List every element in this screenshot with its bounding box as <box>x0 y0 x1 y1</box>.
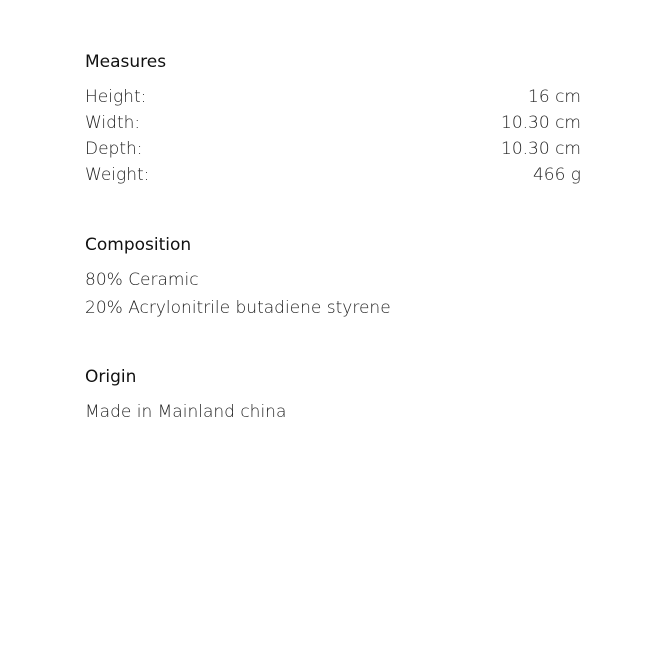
origin-section <box>85 365 581 426</box>
measure-value: 10.30 cm <box>501 113 581 133</box>
measure-label: Width: <box>85 113 141 133</box>
product-details <box>85 50 581 426</box>
composition-title: Composition <box>85 235 192 255</box>
measures-title: Measures <box>85 52 167 72</box>
measure-row-width <box>85 110 581 136</box>
measure-value: 10.30 cm <box>501 139 581 159</box>
measure-label: Height: <box>85 87 147 107</box>
origin-item: Made in Mainland china <box>85 402 287 422</box>
measure-value: 16 cm <box>528 87 581 107</box>
measures-list <box>85 84 581 188</box>
composition-section <box>85 233 581 322</box>
measure-row-depth <box>85 136 581 162</box>
composition-item: 20% Acrylonitrile butadiene styrene <box>85 298 391 318</box>
measure-label: Weight: <box>85 165 150 185</box>
measure-value: 466 g <box>532 165 581 185</box>
measure-label: Depth: <box>85 139 143 159</box>
origin-title: Origin <box>85 367 137 387</box>
composition-list <box>85 266 581 322</box>
composition-item: 80% Ceramic <box>85 270 199 290</box>
origin-list <box>85 398 581 426</box>
measure-row-weight <box>85 162 581 188</box>
measures-section <box>85 50 581 188</box>
measure-row-height <box>85 84 581 110</box>
